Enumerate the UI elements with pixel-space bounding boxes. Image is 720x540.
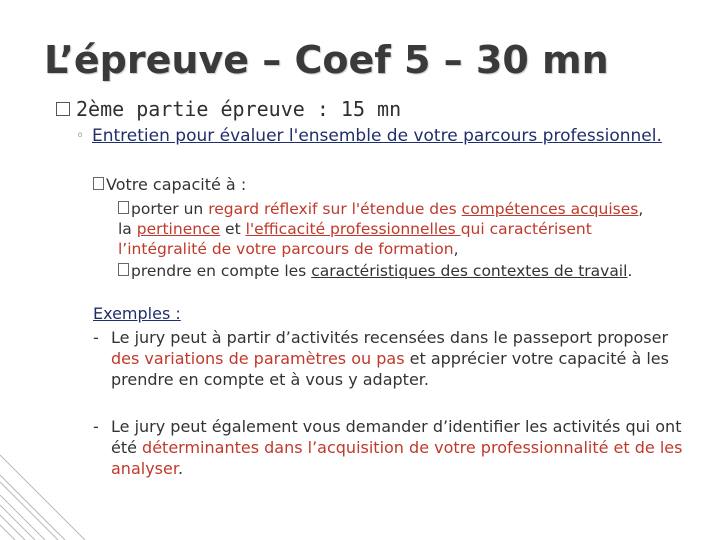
example1-text: Le jury peut à partir d’activités recensées dans le passeport proposer [111,328,669,347]
bullet-level2 [76,126,676,147]
item2-text: . [627,262,633,280]
slide-title: L’épreuve – Coef 5 – 30 mn [44,38,609,82]
circle-bullet-icon: ◦ [76,128,85,144]
item1-text: , [453,240,459,258]
example-1 [93,327,683,390]
square-bullet-icon [118,201,129,214]
example1-highlight: des variations de paramètres ou pas [111,349,405,368]
example-2 [93,416,683,479]
example2-highlight: déterminantes dans l’acquisition de votre professionnalité et de les analyser [111,438,683,478]
square-bullet-icon [93,177,104,190]
checkbox-bullet-icon [56,102,70,116]
item1-highlight: compétences acquises [461,200,639,218]
capacity-item-1 [118,199,658,259]
level3-text: Votre capacité à : [106,175,247,194]
item2-text: prendre en compte les [131,262,312,280]
bullet-level3 [93,175,246,194]
example1-text: et apprécier votre capacité à les prendre en compte et à vous y adapter. [111,349,669,389]
item1-text: porter un [131,200,209,218]
item1-highlight: qui caractérisent l’intégralité de votre parcours de formation [118,220,592,258]
examples-label: Exemples : [93,304,181,323]
level1-text: 2ème partie épreuve : 15 mn [76,97,402,121]
square-bullet-icon [118,263,129,276]
level2-text: Entretien pour évaluer l'ensemble de votre parcours professionnel. [92,126,662,146]
item1-highlight: pertinence [136,220,221,238]
item1-highlight: l'efficacité professionnelles [245,220,461,238]
capacity-item-2 [118,261,658,281]
item1-text: et [220,220,246,238]
item2-underlined: caractéristiques des contextes de travail [311,262,628,280]
bullet-level1 [56,97,401,121]
dash-bullet: - [93,417,99,436]
example2-text: Le jury peut également vous demander d’identifier les activités qui ont été [111,417,682,457]
item1-highlight: regard réflexif sur l'étendue des [208,200,462,218]
example2-text: . [177,459,184,478]
dash-bullet: - [93,328,99,347]
item1-text: , la [118,200,644,238]
